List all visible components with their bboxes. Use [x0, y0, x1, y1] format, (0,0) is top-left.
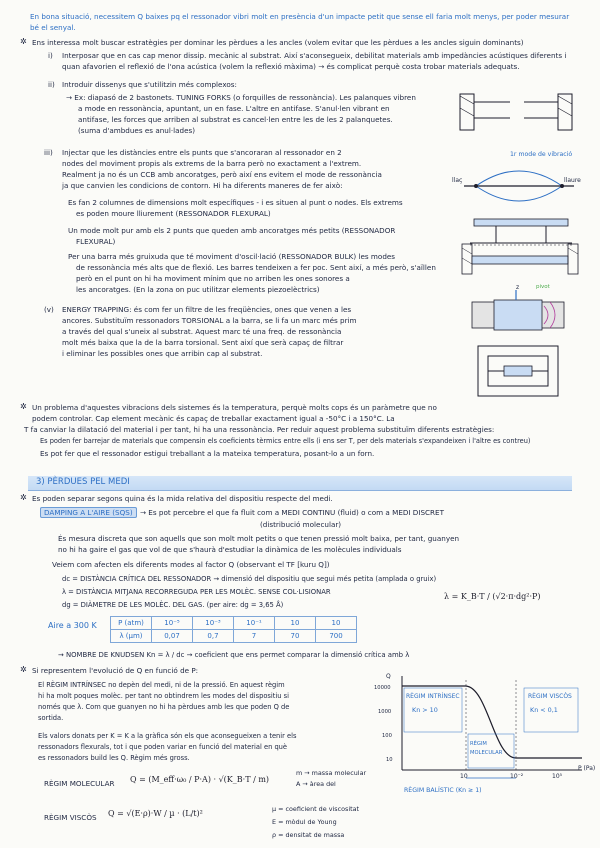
viscous-graph-label: RÈGIM VISCÒS: [528, 693, 572, 700]
aire-label: Aire a 300 K: [48, 621, 97, 630]
knudsen-table: [110, 616, 357, 643]
table-cell: λ (µm): [111, 630, 152, 643]
iii-line-1: Injectar que les distàncies entre els punts que s'ancoraran al ressonador en 2: [62, 148, 342, 157]
p2-line-2: podem controlar. Cap element mecànic és capaç de treballar exactament igual a -50°C i a 150°C. La: [32, 414, 395, 423]
p3-line-5: Veiem com afecten els diferents modes al factor Q (observant el TF [kuru Q]): [52, 560, 330, 569]
molecular-formula: Q = (M_eff·ω₀ / P·A) · √(K_B·T / m): [130, 775, 270, 784]
viscous-note-3: ρ = densitat de massa: [272, 831, 345, 839]
y-tick: 100: [382, 733, 392, 739]
tuning-fork-figure: [458, 86, 578, 136]
v-line-2: ancores. Substituïm ressonadors TORSIONAL a la barra, se li fa un marc més prim: [62, 316, 357, 325]
iii-bullet-3b: de ressonància més alts que de flexió. Les barres tendeixen a fer poc. Sent així, a més però, s'aïllen: [76, 263, 436, 272]
iii-bullet-1: Es fan 2 columnes de dimensions molt específiques - i es situen al punt o nodes. Els extrems: [68, 198, 403, 207]
star-bullet-icon: ✲: [20, 37, 27, 46]
ii-line-4: antifase, les forces que arriben al substrat es cancel·len entre les de les 2 palanquetes.: [78, 115, 393, 124]
p2-line-1: Un problema d'aquestes vibracions dels sistemes és la temperatura, perquè molts cops és un paràmetre que no: [32, 403, 437, 412]
x-tick: 10: [460, 773, 468, 780]
table-row: [111, 630, 357, 643]
table-cell: 10⁻¹: [234, 617, 275, 630]
x-tick: 10⁵: [552, 773, 563, 780]
v-line-5: i eliminar les possibles ones que arribin cap al substrat.: [62, 349, 263, 358]
p4-b2b: ressonadors flexurals, tot i que poden variar en funció del material en què: [38, 743, 288, 751]
bulk-beam-figure: [460, 240, 580, 284]
intrinsic-kn: Kn > 10: [412, 706, 438, 714]
intro-line-2: bé el senyal.: [30, 23, 76, 32]
iii-bullet-3c: però en el punt on hi ha moviment mínim que no arriben les ones sonores a: [76, 274, 350, 283]
anchor-left-label: llaç: [452, 177, 463, 184]
y-tick: 10000: [374, 685, 391, 691]
star-bullet-icon: ✲: [20, 402, 27, 411]
table-cell: 70: [275, 630, 316, 643]
v-line-3: a través del qual s'uneix al substrat. Aquest marc té una freq. de ressonància: [62, 327, 342, 336]
piezo-block-figure: [466, 288, 578, 340]
damping-label: DAMPING A L'AIRE (SQS): [40, 507, 137, 518]
iii-bullet-2: Un mode molt pur amb els 2 punts que queden amb ancoratges més petits (RESSONADOR: [68, 226, 396, 235]
energy-trapping-figure: [474, 342, 564, 402]
table-cell: 10⁻⁵: [152, 617, 193, 630]
ii-line-5: (suma d'ambdues es anul·lades): [78, 126, 196, 135]
v-line-1: ENERGY TRAPPING: és com fer un filtre de les freqüències, ones que venen a les: [62, 305, 352, 314]
p4-b1b: hi ha molt poques molèc. per tant no obtindrem les modes del dispositiu si: [38, 692, 289, 700]
ii-label: ii): [48, 80, 55, 89]
ii-line-1: Introduir dissenys que s'utilitzin més complexos:: [62, 80, 237, 89]
x-tick: 10⁻²: [510, 773, 524, 780]
i-line-2: quan afavorien el reflexió de l'ona acústica (volem la reflexió màxima) → és complicat perquè costa trobar materials adequats.: [62, 62, 520, 71]
table-cell: 10: [275, 617, 316, 630]
star-bullet-icon: ✲: [20, 665, 27, 674]
ii-line-3: a mode en ressonància, apuntant, un en fase. L'altre en antifase. S'anul·len vibrant en: [78, 104, 390, 113]
p2-bullet-2: Es pot fer que el ressonador estigui treballant a la mateixa temperatura, posant-lo a un forn.: [40, 449, 375, 458]
i-line-1: Interposar que en cas cap menor dissip. mecànic al substrat. Així s'aconsegueix, debilitat materials amb impedàncies acústiques diferents i: [62, 51, 567, 60]
table-cell: 10⁻³: [193, 617, 234, 630]
table-cell: 700: [316, 630, 357, 643]
p3-line-1: Es poden separar segons quina és la mida relativa del dispositiu respecte del medi.: [32, 494, 333, 503]
table-cell: P (atm): [111, 617, 152, 630]
molecular-label: RÈGIM MOLECULAR: [44, 779, 115, 788]
table-cell: 10: [316, 617, 357, 630]
dc-line: dc = DISTÀNCIA CRÍTICA DEL RESSONADOR → dimensió del dispositiu que segui més petita (amplada o gruix): [62, 575, 437, 583]
ii-line-2: → Ex: diapasó de 2 bastonets. TUNING FORKS (o forquilles de ressonància). Les palanques vibren: [66, 93, 416, 102]
i-label: i): [48, 51, 53, 60]
viscous-kn: Kn < 0,1: [530, 706, 558, 714]
lambda-line: λ = DISTÀNCIA MITJANA RECORREGUDA PER LES MOLÈC. SENSE COL·LISIONAR: [62, 588, 331, 596]
pivot-label: pivot: [536, 284, 550, 290]
p4-b2c: es ressonadors build les Q. Règim més gross.: [38, 754, 190, 762]
v-label: (v): [44, 305, 54, 314]
y-tick: 1000: [378, 709, 392, 715]
p4-b2: Els valors donats per K = K a la gràfica són els que aconsegueixen a tenir els: [38, 732, 297, 740]
p4-b1d: sortida.: [38, 714, 64, 722]
table-cell: 0,07: [152, 630, 193, 643]
iii-bullet-2b: FLEXURAL): [76, 237, 116, 246]
anchor-right-label: llaure: [564, 177, 581, 184]
p4-b1: El RÈGIM INTRÍNSEC no depèn del medi, ni de la pressió. En aquest règim: [38, 681, 285, 689]
iii-bullet-1b: es poden moure lliurement (RESSONADOR FLEXURAL): [76, 209, 271, 218]
p4-b1c: només que λ. Com que guanyen no hi ha pèrdues amb les que poden Q de: [38, 703, 290, 711]
v-line-4: molt més baixa que la de la barra torsional. Sent així que serà capaç de filtrar: [62, 338, 344, 347]
p1-head: Ens interessa molt buscar estratègies per dominar les pèrdues a les ancles (volem evitar que les pèrdues a les ancles siguin dominants): [32, 38, 524, 47]
damping-sub: (distribució molecular): [260, 520, 342, 529]
p2-line-3: T fa canviar la dilatació del material i per tant, hi ha una ressonància. Per reduir aquest problema substituïm diferents estratègies:: [24, 425, 495, 434]
p4-head: Si representem l'evolució de Q en funció de P:: [32, 666, 199, 675]
z-label: z: [516, 284, 520, 291]
graph-ylabel: Q: [386, 673, 391, 680]
iii-line-2: nodes del moviment propis als extrems de la barra però no exactament a l'extrem.: [62, 159, 362, 168]
viscous-note-2: E = mòdul de Young: [272, 818, 337, 826]
molecular-graph-label: RÈGIM MOLECULAR: [470, 741, 503, 756]
section-title: 3) PÈRDUES PEL MEDI: [36, 477, 130, 487]
p3-line-4: no hi ha gaire el gas que vol de que s'haurà d'estudiar la dinàmica de les molècules individuals: [58, 545, 402, 554]
p3-line-3: És mesura discreta que son aquells que son molt molt petits o que tenen pressió molt baixa, per tant, guanyen: [58, 534, 460, 543]
table-row: [111, 617, 357, 630]
y-tick: 10: [386, 757, 393, 763]
dg-line: dg = DIÀMETRE DE LES MOLÈC. DEL GAS. (per aire: dg = 3,65 Å): [62, 601, 284, 609]
iii-bullet-3: Per una barra més gruixuda que té moviment d'oscil·lació (RESSONADOR BULK) les modes: [68, 252, 396, 261]
iii-line-3: Realment ja no és un CCB amb ancoratges, però així ens evitem el mode de ressonància: [62, 170, 382, 179]
iii-bullet-3d: les ancoratges. (En la zona on puc utilitzar elements piezoelèctrics): [76, 285, 320, 294]
intrinsic-label: RÈGIM INTRÍNSEC: [406, 693, 460, 700]
p2-bullet-1: Es poden fer barrejar de materials que compensin els coeficients tèrmics entre ells (i ens ser T, per dels materials s'expandeixen i l'altre es contreu): [40, 437, 531, 445]
iii-label: iii): [44, 148, 53, 157]
iii-line-4: ja que canvien les condicions de contorn. Hi ha diferents maneres de fer això:: [62, 181, 343, 190]
intro-line-1: En bona situació, necessitem Q baixes pq el ressonador vibri molt en presència d'un impacte petit que sense ell faria molt menys, per poder mesurar: [30, 12, 570, 21]
table-cell: 0,7: [193, 630, 234, 643]
mode-label: 1r mode de vibració: [510, 151, 573, 158]
ballistic-label: RÈGIM BALÍSTIC (Kn ≥ 1): [404, 787, 482, 794]
viscous-note-1: µ = coeficient de viscositat: [272, 805, 360, 813]
table-cell: 7: [234, 630, 275, 643]
molecular-note-2: A → àrea del: [296, 780, 336, 788]
star-bullet-icon: ✲: [20, 493, 27, 502]
lambda-formula: λ = K_B·T / (√2·π·dg²·P): [444, 592, 541, 601]
viscous-formula: Q = √(E·ρ)·W / µ · (L/t)²: [108, 809, 203, 818]
mode-shape-figure: [462, 160, 582, 212]
viscous-label: RÈGIM VISCÒS: [44, 813, 97, 822]
knudsen-line: → NOMBRE DE KNUDSEN Kn = λ / dc → coeficient que ens permet comparar la dimensió crítica amb λ: [58, 651, 410, 659]
molecular-note-1: m → massa molecular: [296, 769, 367, 777]
graph-xlabel: P (Pa): [578, 765, 596, 772]
damping-rest: → Es pot percebre el que fa fluit com a MEDI CONTINU (fluid) o com a MEDI DISCRET: [140, 508, 444, 517]
